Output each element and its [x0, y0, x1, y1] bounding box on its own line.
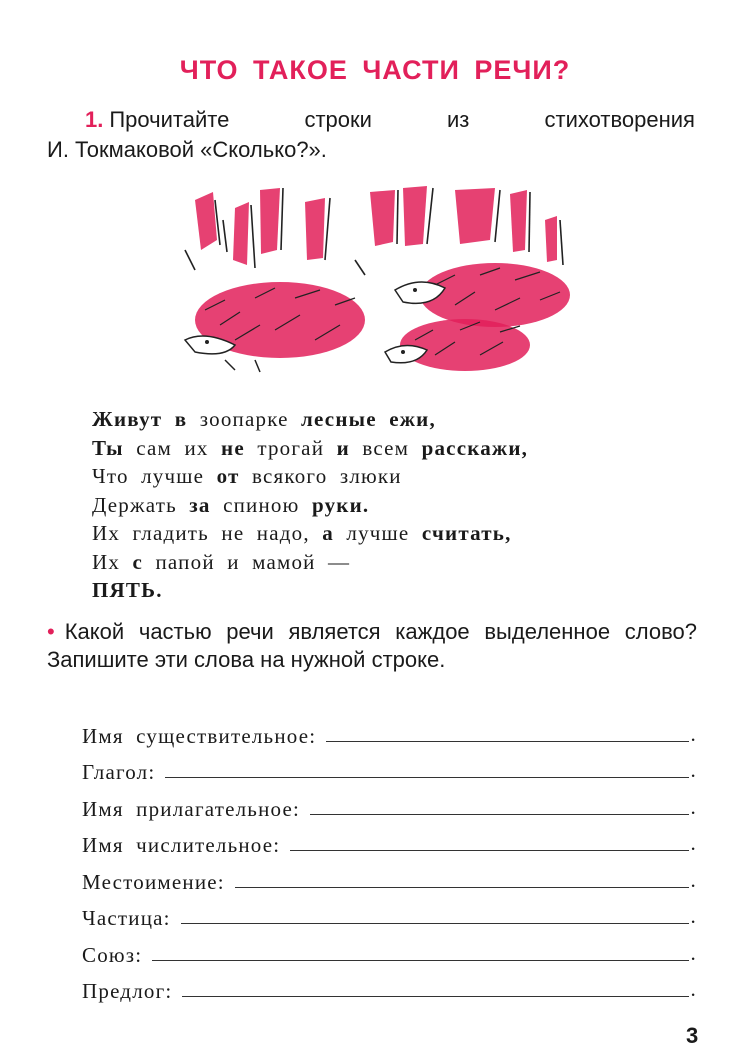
- highlighted-word: от: [216, 464, 240, 488]
- poem-text: сам их: [123, 435, 222, 460]
- answer-period: .: [690, 977, 697, 1001]
- poem-text: Их: [92, 549, 133, 574]
- highlighted-word: лесные ежи,: [301, 407, 436, 431]
- answer-row: [82, 822, 697, 859]
- poem-line: [92, 405, 692, 434]
- highlighted-word: руки.: [311, 492, 370, 517]
- task-line-1: [47, 105, 695, 135]
- answer-label: Глагол:: [82, 760, 156, 784]
- answer-blank-line[interactable]: [326, 740, 688, 742]
- bullet-icon: •: [47, 619, 55, 644]
- poem-line: [92, 491, 692, 520]
- poem: [92, 405, 692, 605]
- answer-blank-line[interactable]: [181, 922, 689, 924]
- page-number: 3: [686, 1023, 699, 1048]
- highlighted-word: и: [336, 435, 350, 460]
- task-line-2: И. Токмаковой «Сколько?».: [47, 137, 327, 162]
- highlighted-word: Ты: [92, 435, 124, 460]
- answer-label: Предлог:: [82, 979, 173, 1003]
- poem-line: [92, 576, 692, 605]
- poem-text: лучше: [333, 521, 422, 545]
- highlighted-word: за: [189, 492, 211, 517]
- poem-text: Что лучше: [92, 464, 217, 488]
- poem-line: [92, 434, 692, 463]
- highlighted-word: а: [322, 521, 334, 545]
- poem-text: трогай: [244, 435, 337, 460]
- answer-period: .: [690, 831, 697, 855]
- task-number: 1.: [85, 107, 104, 132]
- task-1: [47, 105, 695, 165]
- task-word: Прочитайте: [109, 107, 230, 132]
- answer-row: [82, 858, 697, 895]
- answer-row: [82, 785, 697, 822]
- answer-label: Имя числительное:: [82, 833, 281, 857]
- answer-label: Имя прилагательное:: [82, 796, 301, 821]
- answer-list: [82, 712, 697, 1004]
- highlighted-word: расскажи,: [421, 435, 529, 460]
- task-word: из: [447, 107, 470, 132]
- answer-row: [82, 749, 697, 786]
- answer-blank-line[interactable]: [182, 995, 688, 997]
- question: [47, 618, 697, 674]
- page-title: ЧТО ТАКОЕ ЧАСТИ РЕЧИ?: [179, 55, 571, 85]
- answer-label: Имя существительное:: [82, 723, 317, 748]
- answer-row: [82, 968, 697, 1005]
- highlighted-word: с: [132, 549, 144, 574]
- task-word: стихотворения: [544, 107, 695, 132]
- answer-blank-line[interactable]: [165, 776, 688, 778]
- answer-period: .: [690, 794, 697, 819]
- poem-text: спиною: [210, 492, 312, 517]
- poem-text: Их гладить не надо,: [92, 521, 323, 545]
- answer-period: .: [690, 758, 697, 782]
- poem-line: [92, 548, 692, 577]
- poem-text: Держать: [92, 492, 190, 517]
- answer-row: [82, 931, 697, 968]
- poem-text: зоопарке: [187, 407, 302, 431]
- answer-period: .: [690, 721, 697, 746]
- answer-period: .: [690, 867, 697, 892]
- answer-blank-line[interactable]: [310, 813, 689, 815]
- poem-line: [92, 462, 692, 491]
- answer-period: .: [690, 940, 697, 965]
- highlighted-word: ПЯТЬ.: [92, 578, 163, 602]
- task-word: строки: [304, 107, 372, 132]
- answer-row: [82, 712, 697, 749]
- answer-label: Частица:: [82, 906, 171, 930]
- question-text: Какой частью речи является каждое выделенное слово? Запишите эти слова на нужной строке.: [47, 619, 697, 672]
- answer-blank-line[interactable]: [290, 849, 688, 851]
- hedgehogs-illustration-icon: [165, 180, 585, 380]
- poem-line: [92, 519, 692, 548]
- highlighted-word: не: [221, 435, 245, 460]
- highlighted-word: в: [162, 407, 188, 431]
- answer-blank-line[interactable]: [152, 959, 688, 961]
- answer-label: Местоимение:: [82, 869, 225, 894]
- answer-row: [82, 895, 697, 932]
- highlighted-word: Живут: [92, 407, 163, 431]
- highlighted-word: считать,: [421, 521, 512, 545]
- poem-text: папой и мамой —: [143, 549, 351, 574]
- poem-text: всякого злюки: [239, 464, 402, 488]
- poem-text: всем: [349, 435, 422, 460]
- answer-blank-line[interactable]: [235, 886, 689, 888]
- answer-label: Союз:: [82, 942, 143, 967]
- answer-period: .: [690, 904, 697, 928]
